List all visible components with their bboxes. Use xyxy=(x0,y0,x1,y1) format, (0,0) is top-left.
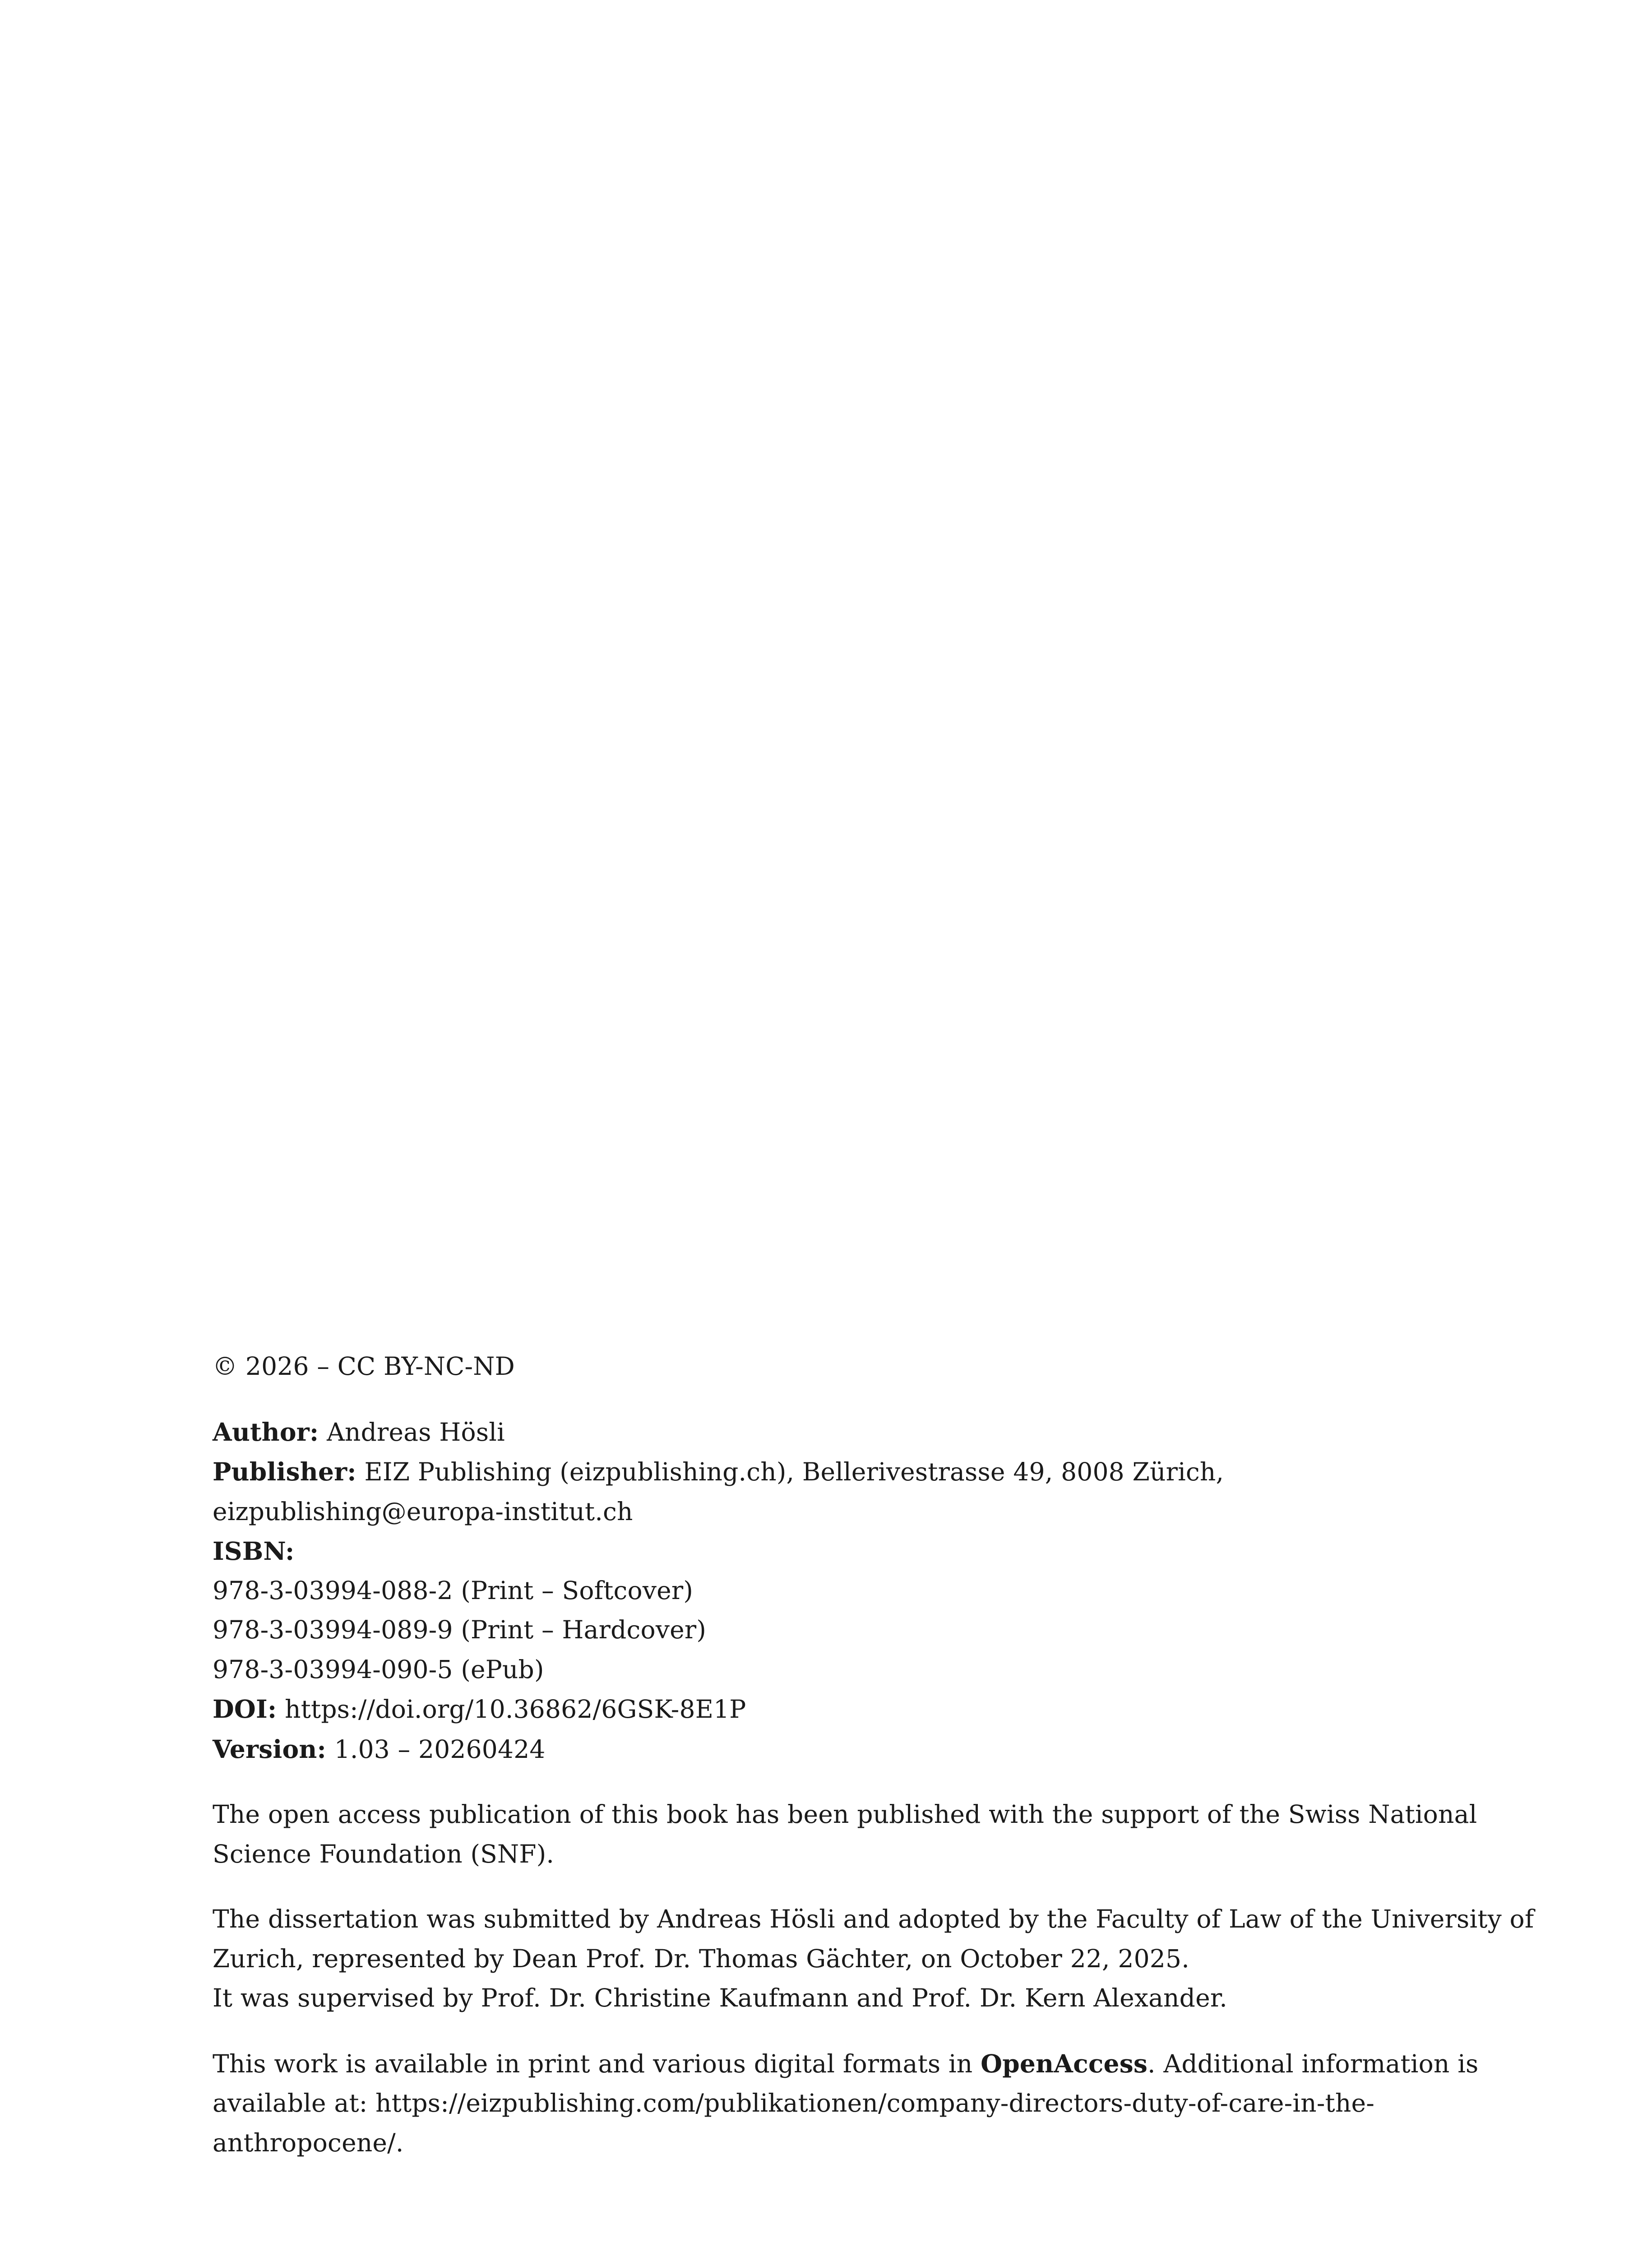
author-label: Author: xyxy=(213,1417,319,1447)
doi-line xyxy=(213,1689,1458,1729)
dissertation-line-1: The dissertation was submitted by Andreas Hösli and adopted by the Faculty of Law of the University of xyxy=(213,1905,1534,1933)
availability-line-2: available at: https://eizpublishing.com/publikationen/company-directors-duty-of-care-in-the- xyxy=(213,2089,1375,2117)
isbn-label: ISBN: xyxy=(213,1536,295,1566)
availability-prefix: This work is available in print and various digital formats in xyxy=(213,2049,981,2078)
copyright-text: © 2026 – CC BY-NC-ND xyxy=(213,1352,515,1381)
publisher-label: Publisher: xyxy=(213,1457,356,1486)
doi-label: DOI: xyxy=(213,1694,277,1724)
dissertation-line-3: It was supervised by Prof. Dr. Christine Kaufmann and Prof. Dr. Kern Alexander. xyxy=(213,1983,1227,2012)
dissertation-paragraph xyxy=(213,1900,1534,2018)
imprint-block xyxy=(213,1347,1534,2188)
version-line xyxy=(213,1729,1458,1770)
openaccess-emphasis: OpenAccess xyxy=(981,2048,1148,2078)
support-line-1: The open access publication of this book has been published with the support of the Swiss National xyxy=(213,1800,1477,1829)
availability-suffix: . Additional information is xyxy=(1148,2049,1479,2078)
availability-line-3: anthropocene/. xyxy=(213,2128,404,2157)
doi-value: https://doi.org/10.36862/6GSK-8E1P xyxy=(277,1695,746,1724)
availability-paragraph xyxy=(213,2044,1479,2163)
publisher-line xyxy=(213,1452,1458,1492)
publication-details xyxy=(213,1412,1458,1770)
version-value: 1.03 – 20260424 xyxy=(326,1734,546,1764)
version-label: Version: xyxy=(213,1734,327,1764)
support-line-2: Science Foundation (SNF). xyxy=(213,1839,555,1868)
copyright-notice xyxy=(213,1347,1458,1387)
availability-line-1 xyxy=(213,2044,1479,2084)
publisher-email: eizpublishing@europa-institut.ch xyxy=(213,1497,633,1526)
author-line xyxy=(213,1412,1458,1452)
isbn-epub: 978-3-03994-090-5 (ePub) xyxy=(213,1655,544,1684)
publisher-value: EIZ Publishing (eizpublishing.ch), Bellerivestrasse 49, 8008 Zürich, xyxy=(356,1457,1224,1486)
dissertation-line-2: Zurich, represented by Dean Prof. Dr. Thomas Gächter, on October 22, 2025. xyxy=(213,1944,1189,1973)
isbn-softcover: 978-3-03994-088-2 (Print – Softcover) xyxy=(213,1576,693,1605)
support-paragraph xyxy=(213,1795,1477,1874)
isbn-hardcover: 978-3-03994-089-9 (Print – Hardcover) xyxy=(213,1615,706,1644)
author-value: Andreas Hösli xyxy=(319,1417,505,1447)
